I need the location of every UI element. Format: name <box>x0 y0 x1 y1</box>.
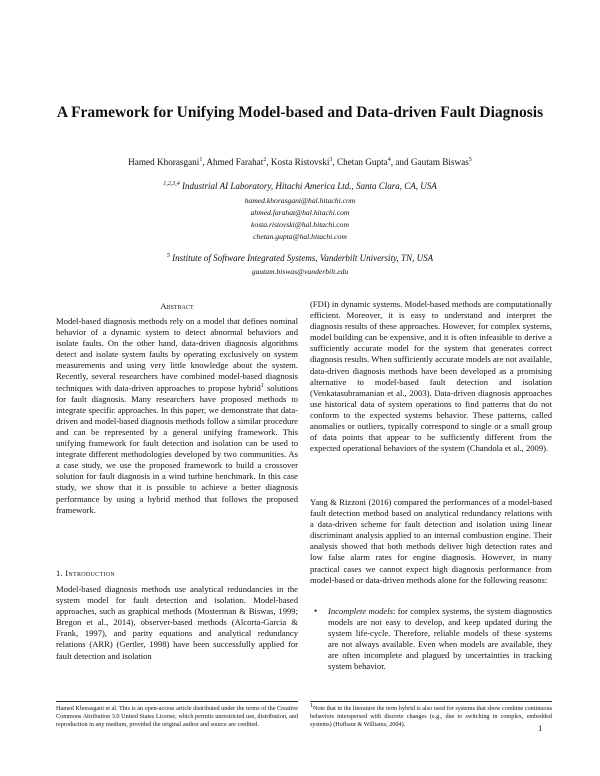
page-number: 1 <box>538 723 543 733</box>
affiliation-sup: 5 <box>166 253 170 259</box>
email-link[interactable]: chetan.gupta@hal.hitachi.com <box>253 232 347 241</box>
author-name: Hamed Khorasgani <box>128 157 200 167</box>
author-sup: 2 <box>263 156 267 163</box>
email-link[interactable]: hamed.khorasgani@hal.hitachi.com <box>244 196 356 205</box>
author-sup: 4 <box>387 156 391 163</box>
affiliation-1 <box>40 180 560 192</box>
author-sup: 1 <box>199 156 203 163</box>
affiliation-2 <box>40 252 560 264</box>
abstract-text-cont: solutions for fault diagnosis. Many researchers have proposed methods to integrate specific approaches. In this paper, we demonstrate that data-driven and model-based diagnosis methods follow a similar procedure and can be represented by a general unifying framework. This unifying framework for fault detection and isolation can be used to integrate different methodologies developed by two communities. As a case study, we use the proposed framework to build a crossover solution for fault diagnosis in a wind turbine benchmark. In this case study, we show that it is possible to achieve a better diagnosis performance by using a hybrid method that follows the proposed framework. <box>56 382 298 515</box>
author-sup: 3 <box>329 156 333 163</box>
hybrid-footnote <box>310 702 552 730</box>
bullet-item <box>328 606 552 673</box>
footnote-ref[interactable]: 1 <box>260 382 264 389</box>
author-name: Ahmed Farahat <box>206 157 264 167</box>
author-name: Kosta Ristovski <box>270 157 330 167</box>
introduction-body: Model-based diagnosis methods use analytical redundancies in the system model for fault detection and isolation. Model-based approaches, such as graphical methods (Mosterman & Biswas, 1999; Bregon et al., 2014), observer-based methods (Alcorta-Garcia & Frank, 1997), and parity equations and analytical redundancy relations (ARR) (Gertler, 1998) have been successfully applied for fault detection and isolation <box>56 584 298 661</box>
affiliation-text: Industrial AI Laboratory, Hitachi America Ltd., Santa Clara, CA, USA <box>182 181 437 191</box>
footnote-divider <box>56 701 298 702</box>
section-heading-introduction <box>56 569 298 578</box>
affiliation-sup: 1,2,3,4 <box>163 181 180 187</box>
bullet-text: : for complex systems, the system diagnostics models are not easy to develop, and keep updated during the system life-cycle. Therefore, reliable models of these systems are not always available. Even when models are available, they are often incomplete and plagued by uncertainties in tracking system behavior. <box>328 606 553 672</box>
email-link[interactable]: gautam.biswas@vanderbilt.edu <box>251 267 349 276</box>
affiliation-text: Institute of Software Integrated Systems, Vanderbilt University, TN, USA <box>172 253 434 263</box>
email-link[interactable]: ahmed.farahat@hal.hitachi.com <box>250 208 350 217</box>
bullet-marker: • <box>314 606 318 616</box>
author-name: Gautam Biswas <box>410 157 469 167</box>
paper-title: A Framework for Unifying Model-based and Data-driven Fault Diagnosis <box>56 104 544 121</box>
footnote-divider <box>310 701 552 702</box>
author-list: Hamed Khorasgani$^1$, Ahmed Farahat$^2$, Kosta Ristovski$^3$, Chetan Gupta$^4$, and Gautam Biswas$^5$ <box>128 156 472 167</box>
abstract-body <box>56 316 298 516</box>
abstract-text: Model-based diagnosis methods rely on a model that defines nominal behavior of a dynamic system to detect abnormal behaviors and isolate faults. On the other hand, data-driven diagnosis algorithms detect and isolate system faults by operating exclusively on system measurements and using very little knowledge about the system. Recently, several researchers have combined model-based diagnosis techniques with data-driven approaches to propose hybrid <box>56 316 298 393</box>
right-paragraph-2: Yang & Rizzoni (2016) compared the performances of a model-based fault detection method based on analytical redundancy relations with a data-driven scheme for fault detection and isolation using linear discriminant analysis applied to an internal combustion engine. Their analysis showed that both methods deliver high detection rates and low false alarm rates for engine diagnosis. However, in many practical cases we cannot expect high diagnosis performance from model-based or data-driven methods alone for the following reasons: <box>310 497 552 585</box>
license-footnote: Hamed Khorasgani et al. This is an open-access article distributed under the terms of the Creative Commons Attribution 3.0 United States License, which permits unrestricted use, distribution, and reproduction in any medium, provided the original author and source are credited. <box>56 705 298 729</box>
section-number: 1. <box>56 569 63 578</box>
footnote-sup: 1 <box>310 702 313 709</box>
author-name: Chetan Gupta <box>336 157 388 167</box>
section-title: Introduction <box>65 569 116 578</box>
bullet-label: Incomplete models <box>328 606 393 616</box>
right-paragraph-1: (FDI) in dynamic systems. Model-based methods are computationally efficient. Moreover, it is easy to understand and interpret the diagnosis results of these approaches. However, for complex systems, model building can be expensive, and it is often infeasible to derive a sufficiently accurate model for the system that generates correct diagnosis results. When sufficiently accurate models are not available, data-driven diagnosis methods have been developed as a promising alternative to model-based fault detection and isolation (Venkatasubramanian et al., 2003). Data-driven diagnosis approaches use historical data of system operations to find patterns that do not conform to the expected systems behavior. These patterns, called anomalies or outliers, typically correspond to single or a small group of data points that appear to be sufficiently different from the expected operational behaviors of the system (Chandola et al., 2009). <box>310 299 552 454</box>
author-sup: 5 <box>468 156 472 163</box>
abstract-heading: Abstract <box>160 301 194 311</box>
footnote-text: Note that in the literature the term hybrid is also used for systems that show combine continuous behaviors interspersed with discrete changes (e.g., due to switching in complex, embedded systems) (Hofbaur & Williams, 2004). <box>310 705 552 729</box>
email-link[interactable]: kosta.ristovski@hal.hitachi.com <box>251 220 349 229</box>
